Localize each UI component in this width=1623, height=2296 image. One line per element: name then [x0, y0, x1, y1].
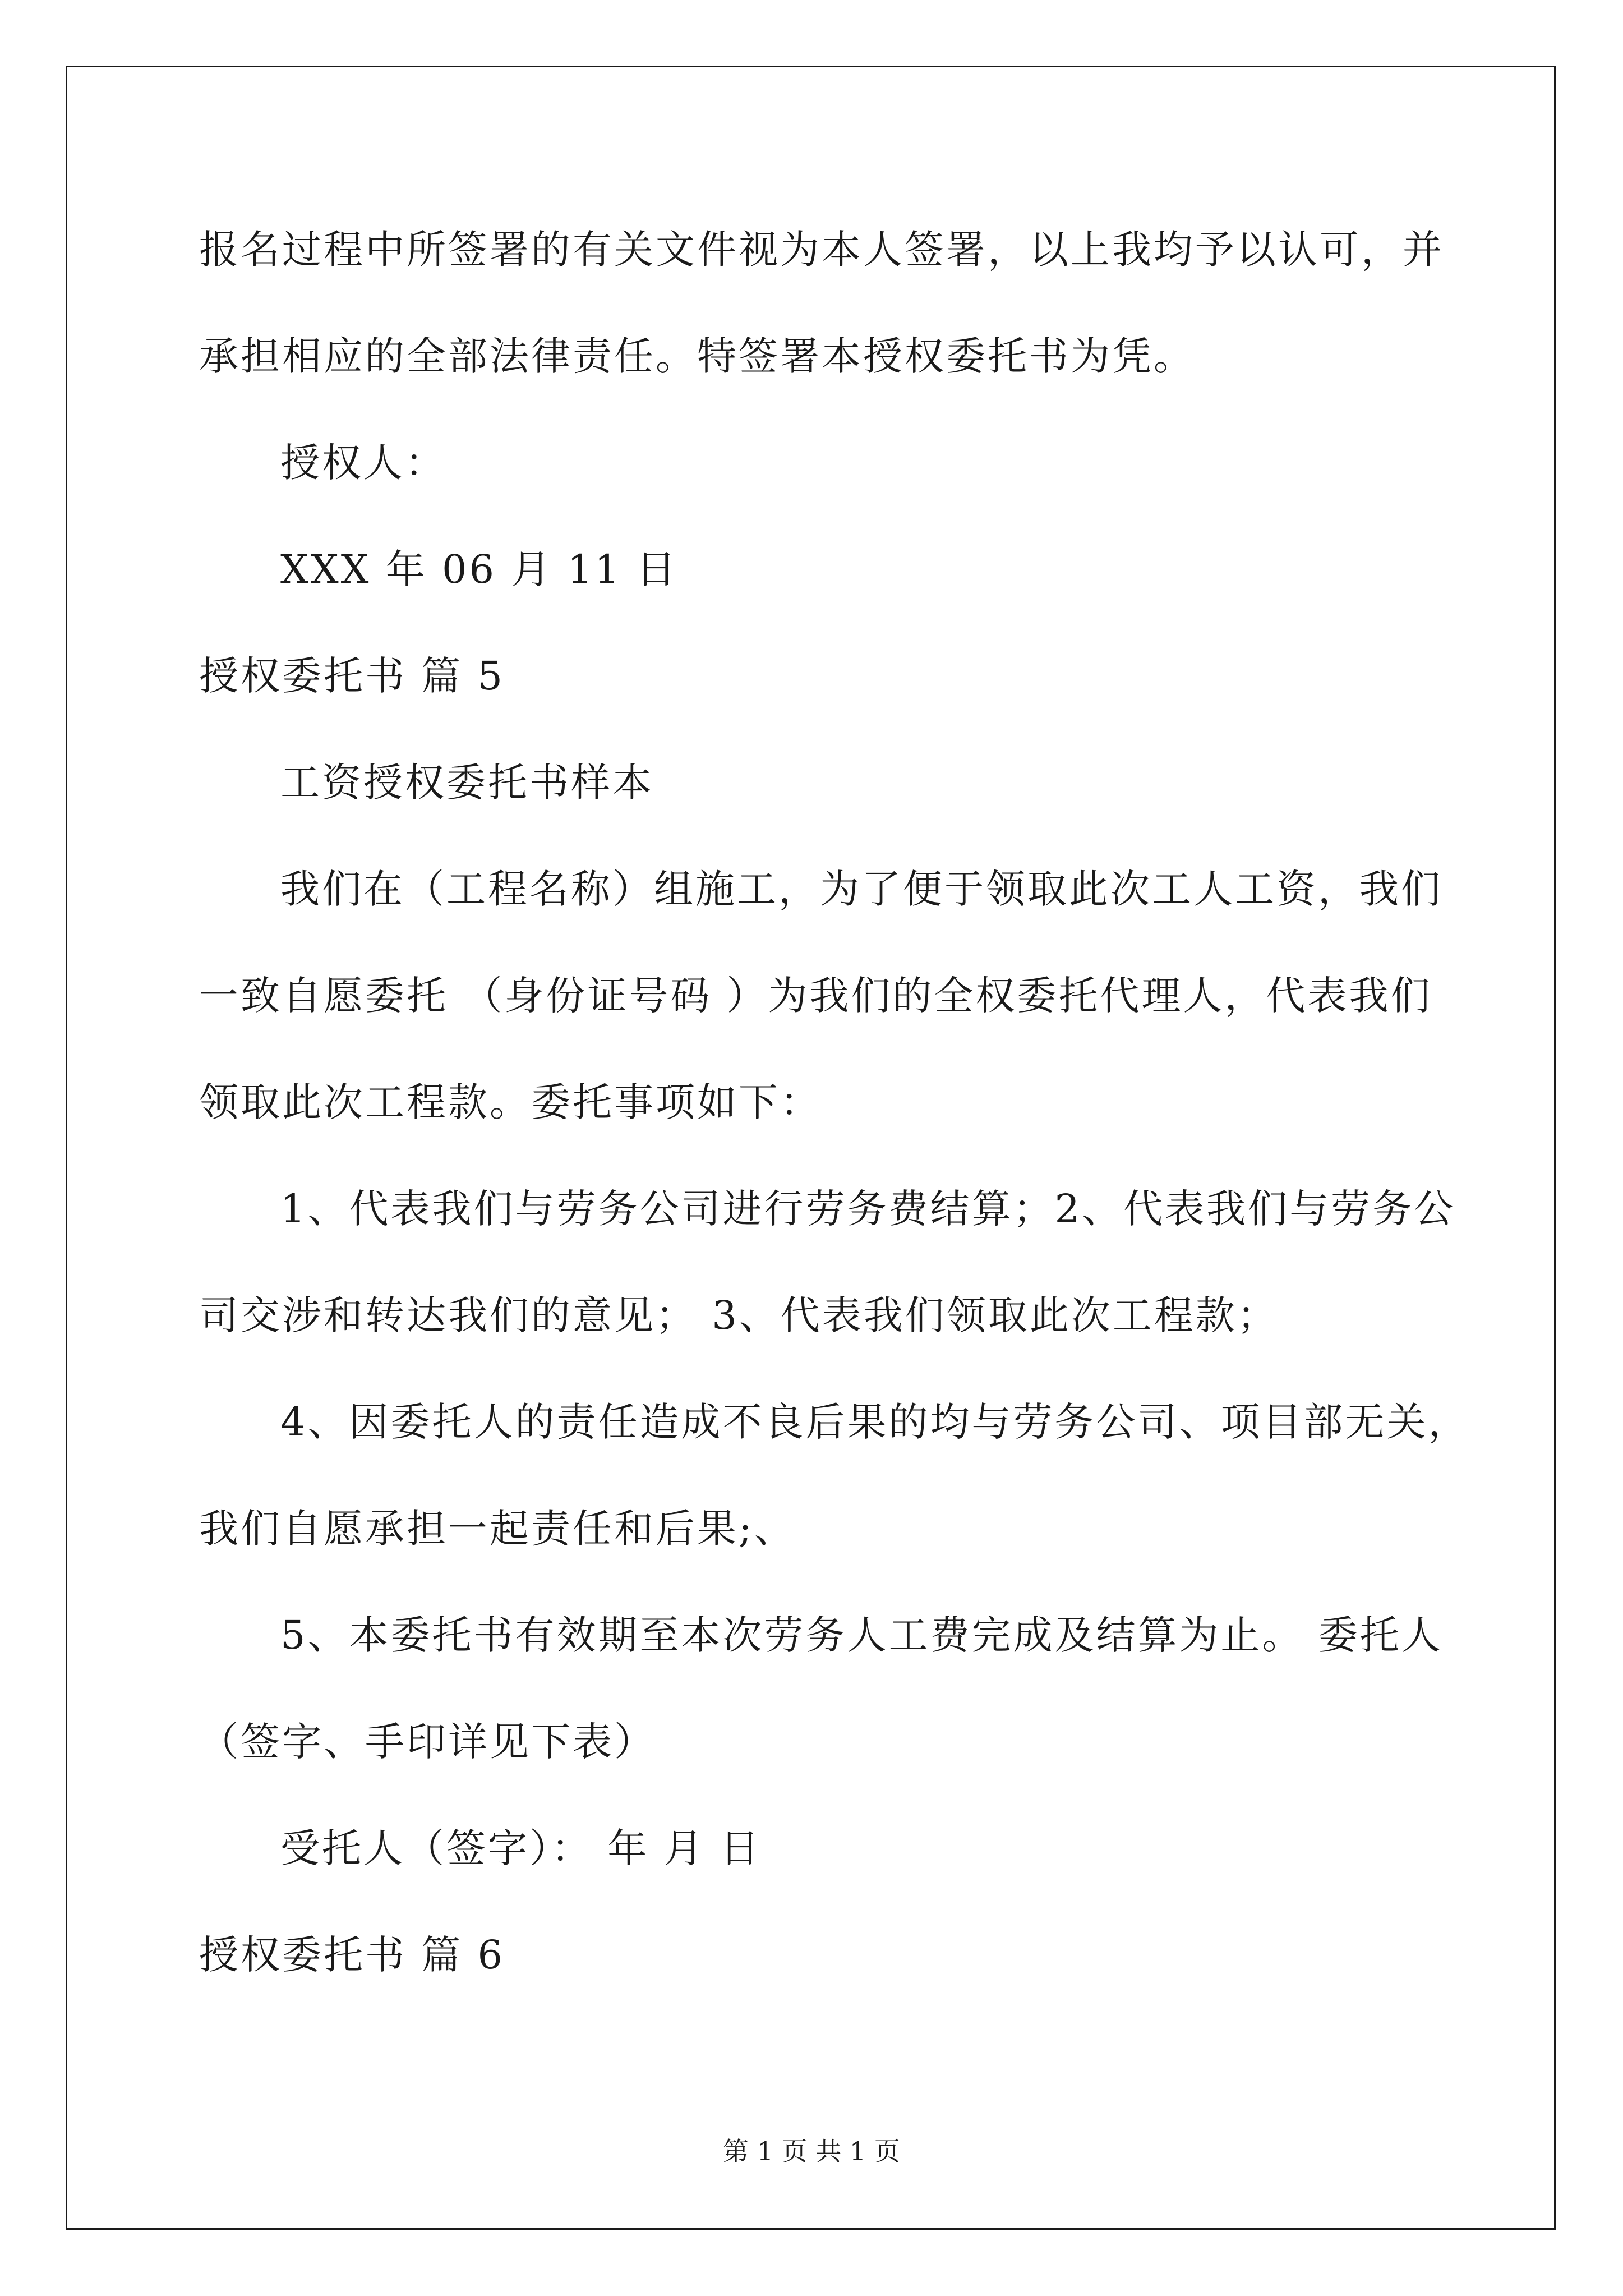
body-line: 我们在（工程名称）组施工，为了便于领取此次工人工资，我们: [280, 866, 1442, 912]
body-line: 承担相应的全部法律责任。特签署本授权委托书为凭。: [199, 333, 1195, 379]
body-line: 领取此次工程款。委托事项如下：: [199, 1079, 822, 1125]
section-heading: 授权委托书 篇 6: [199, 1932, 505, 1978]
page-border: [66, 66, 1556, 2230]
section-heading: 授权委托书 篇 5: [199, 653, 505, 699]
list-item-continued: （签字、手印详见下表）: [199, 1719, 656, 1765]
list-item-continued: 司交涉和转达我们的意见； 3、代表我们领取此次工程款；: [199, 1292, 1279, 1338]
page-number: 第 1 页 共 1 页: [723, 2136, 900, 2166]
body-line: 报名过程中所签署的有关文件视为本人签署，以上我均予以认可，并: [199, 227, 1444, 273]
list-item: 5、本委托书有效期至本次劳务人工费完成及结算为止。 委托人: [280, 1612, 1443, 1658]
date-line: XXX 年 06 月 11 日: [280, 546, 678, 592]
list-item: 1、代表我们与劳务公司进行劳务费结算；2、代表我们与劳务公: [280, 1186, 1456, 1232]
sample-title: 工资授权委托书样本: [280, 760, 654, 806]
list-item: 4、因委托人的责任造成不良后果的均与劳务公司、项目部无关，: [280, 1399, 1470, 1445]
signatory-label: 授权人：: [280, 440, 446, 486]
trustee-signature-line: 受托人（签字）： 年 月 日: [280, 1825, 762, 1871]
list-item-continued: 我们自愿承担一起责任和后果;、: [199, 1506, 796, 1552]
body-line: 一致自愿委托 （身份证号码 ）为我们的全权委托代理人，代表我们: [199, 973, 1432, 1019]
